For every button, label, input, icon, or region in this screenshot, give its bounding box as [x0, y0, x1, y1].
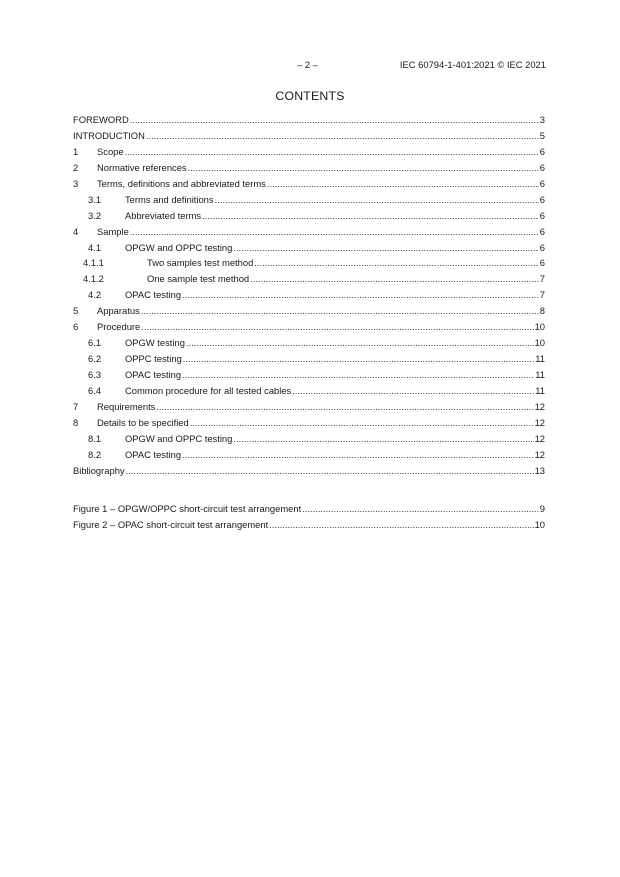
toc-entry-page: 11	[535, 353, 545, 365]
toc-entry-title: One sample test method	[147, 273, 250, 285]
toc-entry-page: 10	[534, 518, 545, 530]
toc-entry-number: 6.4	[88, 384, 102, 396]
toc-entry[interactable]	[73, 208, 545, 224]
toc-entry-title: OPGW testing	[125, 337, 185, 349]
toc-entry[interactable]	[73, 415, 545, 431]
dot-leader	[156, 399, 533, 415]
toc-entry-number: 6.2	[88, 353, 102, 365]
toc-entry-title: OPGW and OPPC testing	[125, 241, 233, 253]
toc-entry-number: 1	[73, 145, 79, 157]
toc-entry-title: OPPC testing	[125, 353, 182, 365]
toc-entry-page: 6	[539, 225, 545, 237]
toc-entry-page: 6	[539, 241, 545, 253]
toc-entry-page: 6	[539, 209, 545, 221]
toc-entry[interactable]	[73, 383, 545, 399]
toc-entry-number: 4.2	[88, 289, 102, 301]
toc-entry-number: 4	[73, 225, 79, 237]
toc-entry-title: OPAC testing	[125, 369, 182, 380]
toc-entry-title: Apparatus	[97, 305, 140, 317]
toc-entry[interactable]	[73, 128, 545, 144]
dot-leader	[126, 463, 534, 479]
toc-entry[interactable]	[73, 351, 545, 367]
dot-leader	[292, 383, 534, 399]
dot-leader	[233, 431, 533, 447]
toc-entry-number: 7	[73, 400, 79, 412]
dot-leader	[267, 176, 539, 192]
toc-entry-title: FOREWORD	[73, 114, 129, 125]
toc-entry-title: Details to be specified	[97, 416, 189, 428]
toc-entry-title: Sample	[97, 225, 129, 237]
toc-entry-title: INTRODUCTION	[73, 129, 145, 141]
toc-entry-page: 6	[539, 193, 545, 205]
toc-entry-number: 2	[73, 161, 79, 173]
dot-leader	[254, 255, 538, 271]
dot-leader	[182, 447, 533, 463]
toc-entry-number: 8.1	[88, 432, 102, 444]
toc-entry-page: 7	[539, 273, 545, 285]
toc-entry[interactable]	[73, 319, 545, 335]
toc-entry-page: 6	[539, 177, 545, 189]
dot-leader	[202, 208, 539, 224]
toc-entry-page: 13	[534, 464, 545, 476]
figure-entry[interactable]	[73, 517, 545, 533]
toc-entry[interactable]	[73, 335, 545, 351]
dot-leader	[302, 501, 539, 517]
table-of-contents	[73, 112, 545, 479]
dot-leader	[130, 112, 539, 128]
toc-entry-number: 4.1.1	[83, 257, 104, 269]
toc-entry-number: 8	[73, 416, 79, 428]
toc-entry-page: 11	[535, 369, 545, 380]
toc-entry-number: 6.1	[88, 337, 102, 349]
toc-entry-number: 6.3	[88, 369, 102, 380]
toc-entry-number: 6	[73, 321, 79, 333]
toc-entry-page: 8	[539, 305, 545, 317]
figure-entry[interactable]	[73, 501, 545, 517]
toc-entry[interactable]	[73, 192, 545, 208]
dot-leader	[183, 351, 534, 367]
toc-entry[interactable]	[73, 176, 545, 192]
toc-entry-number: 4.1.2	[83, 273, 104, 285]
dot-leader	[190, 415, 534, 431]
toc-entry-number: 3.2	[88, 209, 102, 221]
toc-entry-title: Two samples test method	[147, 257, 254, 269]
toc-entry-title: OPAC testing	[125, 289, 182, 301]
toc-entry-page: 5	[539, 129, 545, 141]
toc-entry-page: 11	[535, 384, 545, 396]
toc-entry-page: 9	[539, 503, 545, 514]
toc-entry-page: 6	[539, 145, 545, 157]
toc-entry-title: OPGW and OPPC testing	[125, 432, 233, 444]
toc-entry-number: 3.1	[88, 193, 102, 205]
toc-entry[interactable]	[73, 224, 545, 240]
toc-entry-page: 6	[539, 161, 545, 173]
toc-entry-number: 4.1	[88, 241, 102, 253]
toc-entry-title: OPAC testing	[125, 448, 182, 460]
toc-entry-page: 12	[534, 416, 545, 428]
dot-leader	[141, 319, 533, 335]
toc-entry[interactable]	[73, 463, 545, 479]
toc-entry-title: Normative references	[97, 161, 187, 173]
toc-entry[interactable]	[73, 303, 545, 319]
toc-entry[interactable]	[73, 367, 545, 383]
toc-entry-page: 3	[539, 114, 545, 125]
dot-leader	[182, 367, 534, 383]
toc-entry[interactable]	[73, 431, 545, 447]
toc-entry-page: 6	[539, 257, 545, 269]
dot-leader	[125, 144, 539, 160]
toc-entry-title: Abbreviated terms	[125, 209, 202, 221]
toc-entry-page: 12	[534, 448, 545, 460]
toc-entry-title: Bibliography	[73, 464, 125, 476]
toc-entry-page: 12	[534, 400, 545, 412]
toc-entry-title: Terms and definitions	[125, 193, 214, 205]
dot-leader	[250, 271, 539, 287]
toc-entry[interactable]	[73, 271, 545, 287]
toc-entry-title: Figure 1 – OPGW/OPPC short-circuit test arrangement	[73, 503, 302, 514]
contents-title: CONTENTS	[275, 89, 345, 103]
toc-entry-number: 5	[73, 305, 79, 317]
dot-leader	[130, 224, 539, 240]
dot-leader	[141, 303, 539, 319]
dot-leader	[182, 287, 539, 303]
dot-leader	[188, 160, 539, 176]
toc-entry[interactable]	[73, 160, 545, 176]
toc-entry-title: Requirements	[97, 400, 156, 412]
toc-entry-page: 7	[539, 289, 545, 301]
toc-entry-title: Figure 2 – OPAC short-circuit test arrangement	[73, 518, 269, 530]
toc-entry[interactable]	[73, 287, 545, 303]
toc-entry[interactable]	[73, 255, 545, 271]
toc-entry[interactable]	[73, 144, 545, 160]
dot-leader	[269, 517, 533, 533]
toc-entry[interactable]	[73, 399, 545, 415]
page-number: – 2 –	[297, 59, 318, 70]
document-reference: IEC 60794-1-401:2021 © IEC 2021	[399, 59, 546, 70]
dot-leader	[233, 240, 538, 256]
dot-leader	[146, 128, 539, 144]
toc-entry[interactable]	[73, 240, 545, 256]
toc-entry-title: Terms, definitions and abbreviated terms	[97, 177, 266, 189]
toc-entry[interactable]	[73, 112, 545, 128]
toc-entry-page: 10	[534, 337, 545, 349]
list-of-figures	[73, 501, 545, 533]
toc-entry-title: Procedure	[97, 321, 141, 333]
toc-entry-number: 8.2	[88, 448, 102, 460]
page-header	[0, 58, 620, 72]
toc-entry[interactable]	[73, 447, 545, 463]
dot-leader	[186, 335, 534, 351]
dot-leader	[215, 192, 539, 208]
toc-entry-page: 10	[534, 321, 545, 333]
toc-entry-number: 3	[73, 177, 79, 189]
toc-entry-page: 12	[534, 432, 545, 444]
toc-entry-title: Common procedure for all tested cables	[125, 384, 292, 396]
toc-entry-title: Scope	[97, 145, 124, 157]
